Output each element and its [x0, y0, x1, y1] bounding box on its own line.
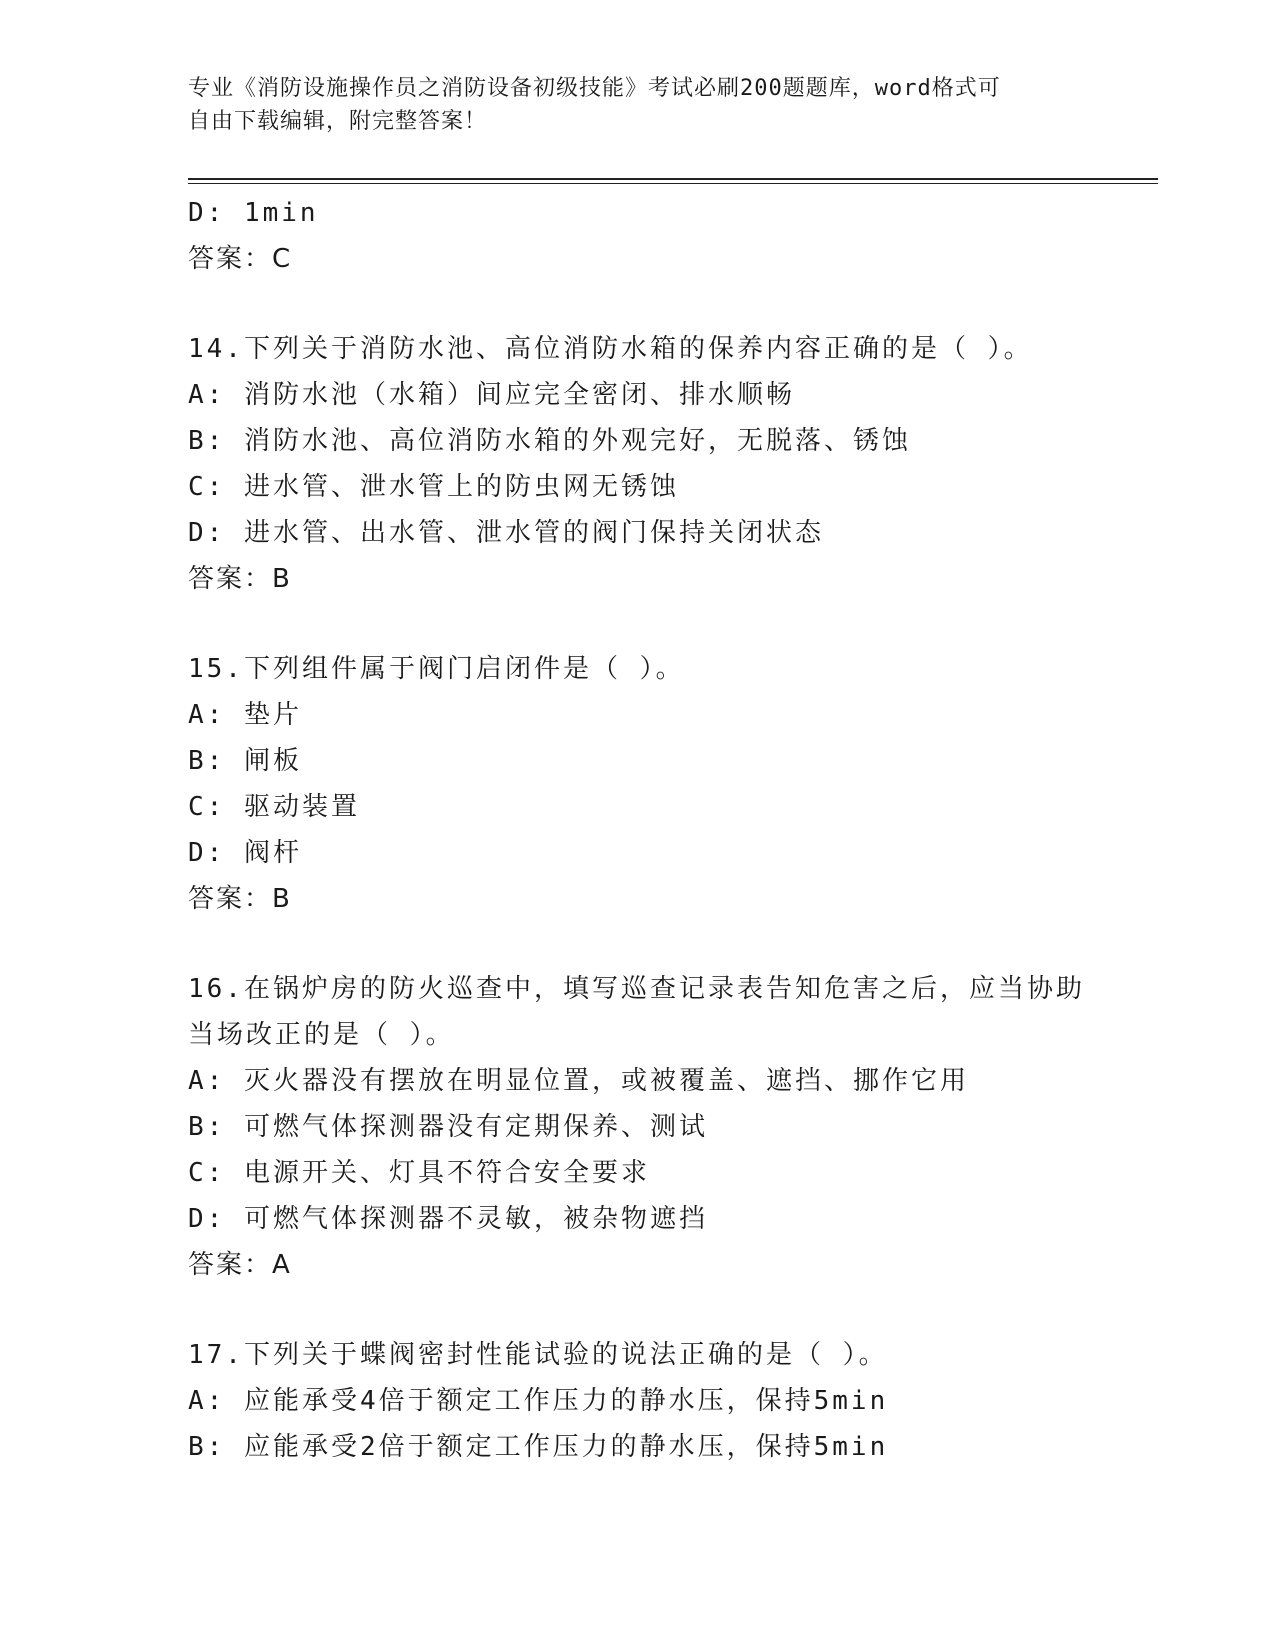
option-line: B: 可燃气体探测器没有定期保养、测试	[188, 1112, 708, 1142]
question-16	[188, 966, 1088, 1288]
option-line: C: 电源开关、灯具不符合安全要求	[188, 1158, 650, 1188]
header-line-1: 专业《消防设施操作员之消防设备初级技能》考试必刷200题题库，word格式可	[188, 76, 1001, 101]
option-line: D: 可燃气体探测器不灵敏，被杂物遮挡	[188, 1204, 708, 1234]
question-list	[188, 190, 1088, 1470]
option-line: A: 消防水池（水箱）间应完全密闭、排水顺畅	[188, 380, 795, 410]
answer-line: 答案：A	[188, 1250, 292, 1280]
option-line: B: 消防水池、高位消防水箱的外观完好，无脱落、锈蚀	[188, 426, 911, 456]
question-text: 14.下列关于消防水池、高位消防水箱的保养内容正确的是（ ）。	[188, 334, 1033, 364]
question-text-line-1: 16.在锅炉房的防火巡查中，填写巡查记录表告知危害之后，应当协助	[188, 974, 1085, 1004]
header-rule-thin	[188, 183, 1158, 184]
question-17	[188, 1332, 1088, 1470]
option-line: A: 垫片	[188, 700, 302, 730]
option-line: D: 1min	[188, 198, 319, 228]
option-line: D: 阀杆	[188, 838, 302, 868]
option-line: A: 应能承受4倍于额定工作压力的静水压，保持5min	[188, 1386, 889, 1416]
option-line: D: 进水管、出水管、泄水管的阀门保持关闭状态	[188, 518, 824, 548]
option-line: B: 闸板	[188, 746, 302, 776]
option-line: C: 进水管、泄水管上的防虫网无锈蚀	[188, 472, 679, 502]
question-text: 17.下列关于蝶阀密封性能试验的说法正确的是（ ）。	[188, 1340, 888, 1370]
answer-line: 答案：B	[188, 884, 292, 914]
header-rule-thick	[188, 178, 1158, 180]
header-line-2: 自由下载编辑，附完整答案！	[188, 109, 488, 134]
document-header	[188, 72, 1088, 138]
question-14	[188, 326, 1088, 602]
question-text-line-2: 当场改正的是（ ）。	[188, 1020, 455, 1050]
option-line: A: 灭火器没有摆放在明显位置，或被覆盖、遮挡、挪作它用	[188, 1066, 969, 1096]
answer-line: 答案：B	[188, 564, 292, 594]
answer-line: 答案：C	[188, 244, 293, 274]
question-15	[188, 646, 1088, 922]
option-line: C: 驱动装置	[188, 792, 360, 822]
question-text: 15.下列组件属于阀门启闭件是（ ）。	[188, 654, 685, 684]
option-line: B: 应能承受2倍于额定工作压力的静水压，保持5min	[188, 1432, 889, 1462]
